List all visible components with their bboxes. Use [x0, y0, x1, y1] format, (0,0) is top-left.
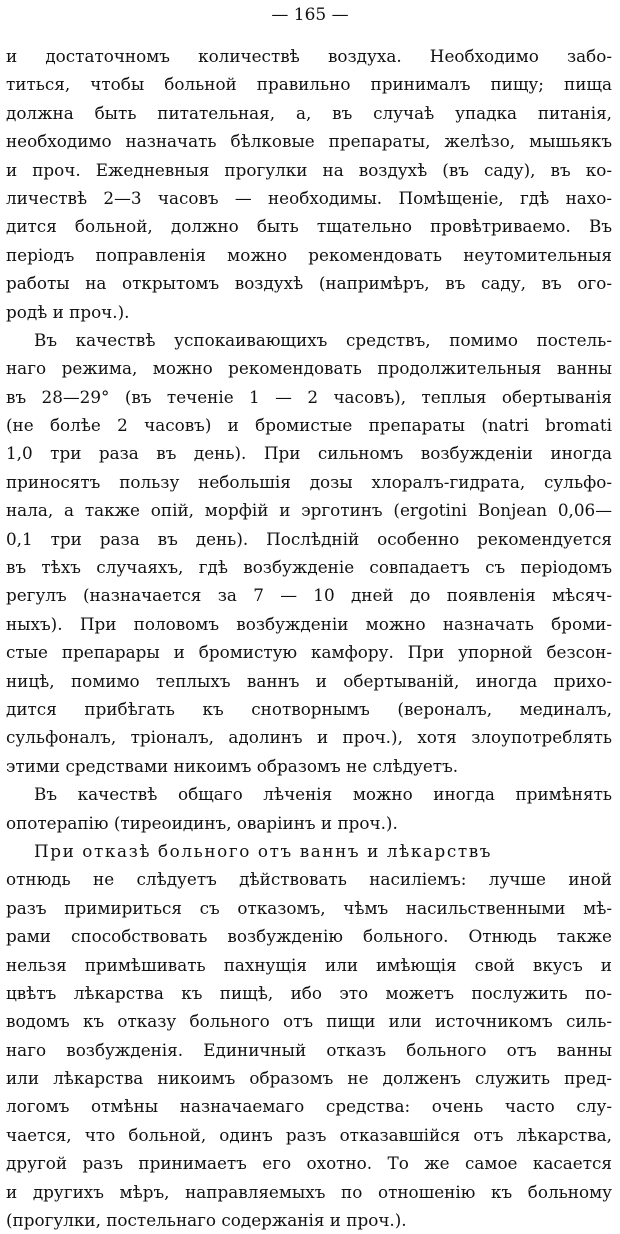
text-line: водомъ къ отказу больного отъ пищи или источникомъ силь- [6, 1011, 612, 1032]
paragraph [6, 837, 612, 1234]
text-line: 0,1 три раза въ день). Послѣдній особенно рекомендуется [6, 528, 612, 549]
text-line: работы на открытомъ воздухѣ (напримѣръ, въ саду, въ ого- [6, 273, 612, 294]
text-line: рами способствовать возбужденію больного. Отнюдь также [6, 926, 612, 947]
text-line: нельзя примѣшивать пахнущія или имѣющія свой вкусъ и [6, 954, 612, 975]
text-line: наго режима, можно рекомендовать продолжительныя ванны [6, 358, 612, 379]
text-line: стые препарары и бромистую камфору. При упорной безсон- [6, 642, 612, 663]
paragraph [6, 780, 612, 837]
text-line: логомъ отмѣны назначаемаго средства: очень часто слу- [6, 1096, 612, 1117]
text-line: и другихъ мѣръ, направляемыхъ по отношенію къ больному [6, 1181, 612, 1202]
text-line: личествѣ 2—3 часовъ — необходимы. Помѣщеніе, гдѣ нахо- [6, 187, 612, 208]
text-line: необходимо назначать бѣлковые препараты, желѣзо, мышьякъ [6, 131, 612, 152]
text-line: этими средствами никоимъ образомъ не слѣдуетъ. [6, 755, 459, 776]
text-line: приносятъ пользу небольшія дозы хлоралъ-гидрата, сульфо- [6, 471, 612, 492]
text-line: (не болѣе 2 часовъ) и бромистые препараты (natri bromati [6, 415, 612, 436]
text-line: разъ примириться съ отказомъ, чѣмъ насильственными мѣ- [6, 897, 612, 918]
page-number: — 165 — [271, 5, 349, 25]
text-line: и проч. Ежедневныя прогулки на воздухѣ (въ саду), въ ко- [6, 159, 612, 180]
text-line: въ тѣхъ случаяхъ, гдѣ возбужденіе совпадаетъ съ періодомъ [6, 557, 612, 578]
text-line: въ 28—29° (въ теченіе 1 — 2 часовъ), теплыя обертыванія [6, 386, 612, 407]
text-line: другой разъ принимаетъ его охотно. То же самое касается [6, 1153, 612, 1174]
text-line: (прогулки, постельнаго содержанія и проч.). [6, 1210, 407, 1231]
text-line: цвѣтъ лѣкарства къ пищѣ, ибо это можетъ послужить по- [6, 982, 612, 1003]
text-line: Въ качествѣ общаго лѣченія можно иногда примѣнять [34, 784, 612, 805]
page-text [6, 42, 612, 1234]
text-line: періодъ поправленія можно рекомендовать неутомительныя [6, 244, 612, 265]
text-line: дится прибѣгать къ снотворнымъ (вероналъ, мединалъ, [6, 698, 612, 719]
text-line: и достаточномъ количествѣ воздуха. Необходимо забо- [6, 46, 612, 66]
text-line: должна быть питательная, а, въ случаѣ упадка питанія, [6, 102, 612, 123]
text-line: опотерапію (тиреоидинъ, оваріинъ и проч.). [6, 812, 398, 833]
text-line: сульфоналъ, тріоналъ, адолинъ и проч.), хотя злоупотреблять [6, 727, 612, 748]
text-line: ницѣ, помимо теплыхъ ваннъ и обертываній, иногда прихо- [6, 670, 612, 691]
text-line: нала, а также опій, морфій и эрготинъ (ergotini Bonjean 0,06— [6, 500, 612, 521]
text-line: Въ качествѣ успокаивающихъ средствъ, помимо постель- [34, 329, 612, 350]
text-line: родѣ и проч.). [6, 301, 130, 322]
paragraph-lead-line: При отказѣ больного отъ ваннъ и лѣкарствъ [34, 840, 493, 861]
text-line: 1,0 три раза въ день). При сильномъ возбужденіи иногда [6, 443, 612, 464]
text-line: титься, чтобы больной правильно принималъ пищу; пища [6, 74, 612, 95]
text-line: наго возбужденія. Единичный отказъ больного отъ ванны [6, 1039, 612, 1060]
text-line: отнюдь не слѣдуетъ дѣйствовать насиліемъ: лучше иной [6, 869, 612, 890]
paragraph [6, 326, 612, 780]
text-line: ныхъ). При половомъ возбужденіи можно назначать броми- [6, 613, 612, 634]
paragraph [6, 42, 612, 326]
text-line: чается, что больной, одинъ разъ отказавшійся отъ лѣкарства, [6, 1124, 612, 1145]
text-line: регулъ (назначается за 7 — 10 дней до появленія мѣсяч- [6, 585, 612, 606]
text-line: дится больной, должно быть тщательно провѣтриваемо. Въ [6, 216, 612, 237]
text-line: или лѣкарства никоимъ образомъ не долженъ служить пред- [6, 1068, 612, 1089]
